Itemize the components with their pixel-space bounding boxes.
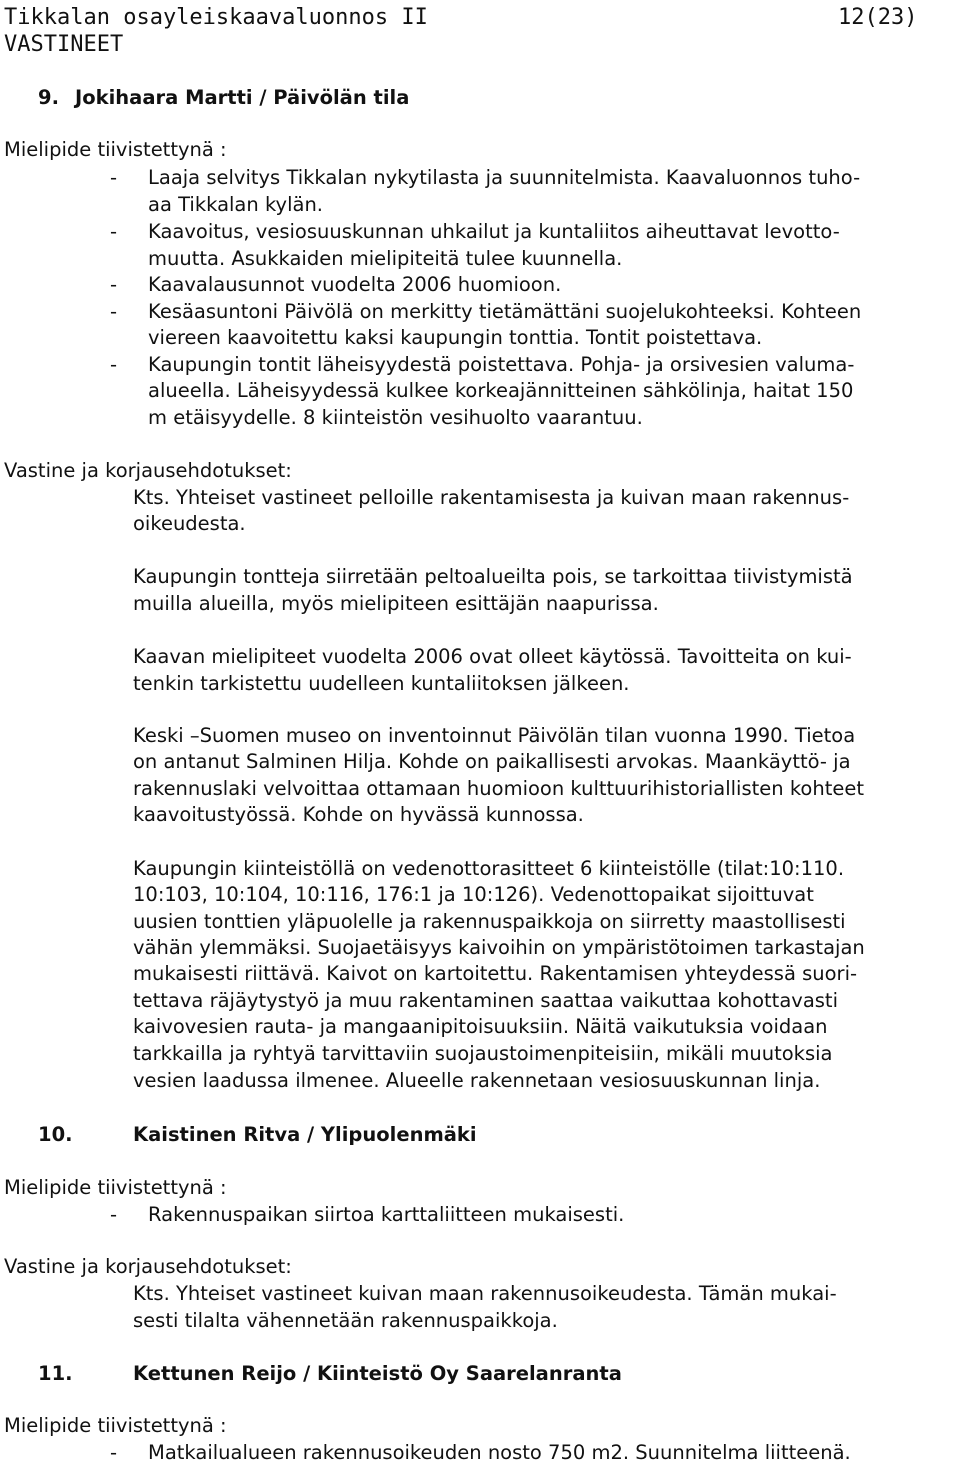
opinion-item-cont: m etäisyydelle. 8 kiinteistön vesihuolto vaarantuu.: [148, 406, 643, 429]
section-10-title: Kaistinen Ritva / Ylipuolenmäki: [133, 1123, 477, 1146]
response-line: sesti tilalta vähennetään rakennuspaikkoja.: [133, 1309, 558, 1332]
opinion-item: - Laaja selvitys Tikkalan nykytilasta ja suunnitelmista. Kaavaluonnos tuho-: [110, 166, 861, 189]
opinion-item: - Matkailualueen rakennusoikeuden nosto 750 m2. Suunnitelma liitteenä.: [110, 1441, 851, 1464]
response-line: Kaavan mielipiteet vuodelta 2006 ovat olleet käytössä. Tavoitteita on kui-: [133, 645, 852, 668]
section-11-title: Kettunen Reijo / Kiinteistö Oy Saarelanranta: [133, 1362, 622, 1385]
response-line: rakennuslaki velvoittaa ottamaan huomioon kulttuurihistoriallisten kohteet: [133, 777, 865, 800]
response-line: muilla alueilla, myös mielipiteen esittäjän naapurissa.: [133, 592, 659, 615]
response-line: Kts. Yhteiset vastineet pelloille rakentamisesta ja kuivan maan rakennus-: [133, 486, 850, 509]
opinion-item-cont: muutta. Asukkaiden mielipiteitä tulee kuunnella.: [148, 247, 623, 270]
opinion-item: - Kaavoitus, vesiosuuskunnan uhkailut ja kuntaliitos aiheuttavat levotto-: [110, 220, 840, 243]
section-11-opinion-label: Mielipide tiivistettynä :: [4, 1414, 227, 1437]
section-10-response-label: Vastine ja korjausehdotukset:: [4, 1255, 292, 1278]
response-line: vesien laadussa ilmenee. Alueelle rakennetaan vesiosuuskunnan linja.: [133, 1069, 821, 1092]
section-10-opinion-label: Mielipide tiivistettynä :: [4, 1176, 227, 1199]
response-line: kaavoitustyössä. Kohde on hyvässä kunnossa.: [133, 803, 584, 826]
opinion-item: - Rakennuspaikan siirtoa karttaliitteen mukaisesti.: [110, 1203, 625, 1226]
section-9-opinion-label: Mielipide tiivistettynä :: [4, 138, 227, 161]
opinion-item: - Kaavalausunnot vuodelta 2006 huomioon.: [110, 273, 562, 296]
section-9-response-label: Vastine ja korjausehdotukset:: [4, 459, 292, 482]
response-line: Kaupungin kiinteistöllä on vedenottorasitteet 6 kiinteistölle (tilat:10:110.: [133, 857, 845, 880]
response-line: 10:103, 10:104, 10:116, 176:1 ja 10:126). Vedenottopaikat sijoittuvat: [133, 883, 814, 906]
section-11-number: 11.: [38, 1362, 73, 1385]
response-line: uusien tonttien yläpuolelle ja rakennuspaikkoja on siirretty maastollisesti: [133, 910, 846, 933]
response-line: kaivovesien rauta- ja mangaanipitoisuuksiin. Näitä vaikutuksia voidaan: [133, 1015, 828, 1038]
document-title: Tikkalan osayleiskaavaluonnos II: [4, 5, 428, 30]
page-number: 12(23): [838, 5, 918, 30]
opinion-item: - Kesäasuntoni Päivölä on merkitty tietämättäni suojelukohteeksi. Kohteen: [110, 300, 862, 323]
response-line: Keski –Suomen museo on inventoinnut Päivölän tilan vuonna 1990. Tietoa: [133, 724, 856, 747]
opinion-item-cont: aa Tikkalan kylän.: [148, 193, 324, 216]
response-line: tettava räjäytystyö ja muu rakentaminen saattaa vaikuttaa kohottavasti: [133, 989, 838, 1012]
section-9-title: Jokihaara Martti / Päivölän tila: [75, 86, 410, 109]
document-subtitle: VASTINEET: [4, 32, 124, 57]
response-line: Kaupungin tontteja siirretään peltoalueilta pois, se tarkoittaa tiivistymistä: [133, 565, 853, 588]
response-line: mukaisesti riittävä. Kaivot on kartoitettu. Rakentamisen yhteydessä suori-: [133, 962, 858, 985]
response-line: tarkkailla ja ryhtyä tarvittaviin suojaustoimenpiteisiin, mikäli muutoksia: [133, 1042, 833, 1065]
section-9-number: 9.: [38, 86, 59, 109]
response-line: oikeudesta.: [133, 512, 246, 535]
opinion-item-cont: alueella. Läheisyydessä kulkee korkeajännitteinen sähkölinja, haitat 150: [148, 379, 854, 402]
opinion-item-cont: viereen kaavoitettu kaksi kaupungin tonttia. Tontit poistettava.: [148, 326, 763, 349]
response-line: vähän ylemmäksi. Suojaetäisyys kaivoihin on ympäristötoimen tarkastajan: [133, 936, 865, 959]
opinion-item: - Kaupungin tontit läheisyydestä poistettava. Pohja- ja orsivesien valuma-: [110, 353, 855, 376]
response-line: on antanut Salminen Hilja. Kohde on paikallisesti arvokas. Maankäyttö- ja: [133, 750, 851, 773]
response-line: Kts. Yhteiset vastineet kuivan maan rakennusoikeudesta. Tämän mukai-: [133, 1282, 837, 1305]
response-line: tenkin tarkistettu uudelleen kuntaliitoksen jälkeen.: [133, 672, 630, 695]
section-10-number: 10.: [38, 1123, 73, 1146]
